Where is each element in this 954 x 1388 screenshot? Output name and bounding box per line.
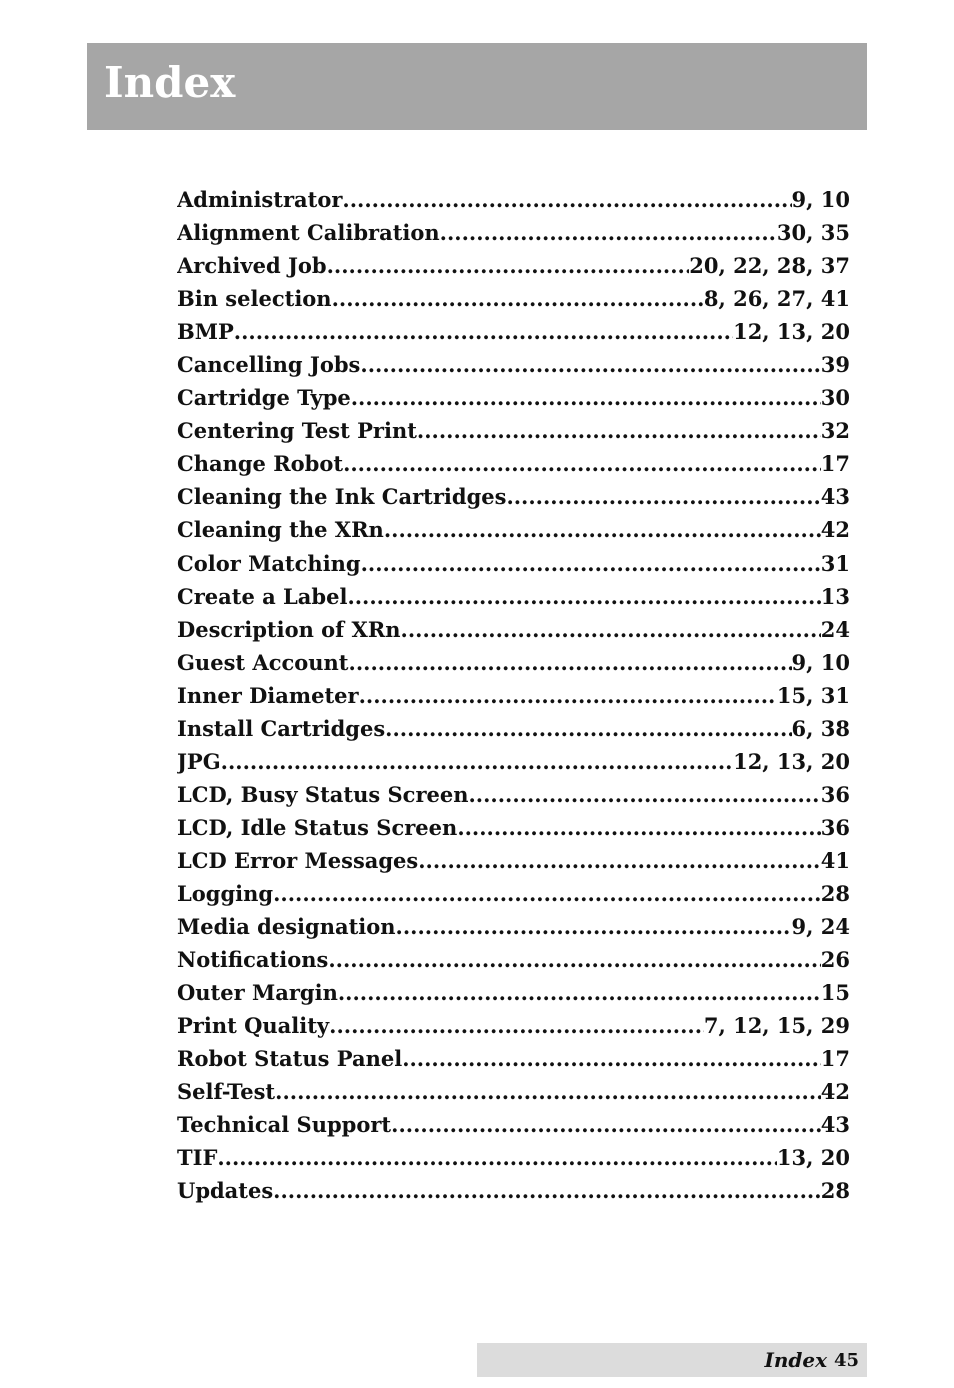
index-entry [177,679,850,712]
index-entry [177,315,850,348]
footer-page-number: 45 [833,1350,859,1371]
index-entry [177,646,850,679]
index-entry [177,381,850,414]
dot-leader [391,1108,821,1141]
index-term: Description of XRn [177,616,401,642]
index-entry [177,1108,850,1141]
index-pages: 13 [820,583,850,609]
dot-leader [417,414,821,447]
index-term: Create a Label [177,583,348,609]
dot-leader [351,381,821,414]
index-entry [177,976,850,1009]
index-entry [177,1075,850,1108]
dot-leader [221,745,733,778]
index-pages: 6, 38 [791,715,850,741]
dot-leader [384,513,821,546]
index-term: Inner Diameter [177,682,359,708]
index-pages: 9, 10 [791,187,850,212]
dot-leader [338,976,821,1009]
dot-leader [342,183,791,216]
index-term: TIF [177,1145,218,1171]
index-entry [177,1042,850,1075]
dot-leader [327,249,690,282]
index-term: Cleaning the Ink Cartridges [177,484,507,510]
index-term: Archived Job [177,253,327,279]
index-pages: 12, 13, 20 [733,748,850,774]
index-pages: 13, 20 [776,1145,850,1171]
index-term: Print Quality [177,1013,330,1039]
index-pages: 8, 26, 27, 41 [703,286,850,312]
index-entry [177,943,850,976]
dot-leader [275,1075,821,1108]
index-pages: 31 [820,550,850,576]
dot-leader [401,613,821,646]
dot-leader [329,1009,704,1042]
index-pages: 17 [820,1046,850,1072]
index-term: Cancelling Jobs [177,352,361,378]
index-entry [177,216,850,249]
dot-leader [273,1174,821,1207]
dot-leader [418,844,821,877]
dot-leader [343,447,821,480]
dot-leader [396,910,792,943]
dot-leader [359,679,777,712]
dot-leader [349,646,792,679]
index-entry [177,1009,850,1042]
index-pages: 24 [820,616,850,642]
dot-leader [402,1042,821,1075]
index-entry [177,778,850,811]
index-term: Robot Status Panel [177,1046,403,1072]
index-entry [177,613,850,646]
index-term: Outer Margin [177,980,338,1006]
index-entry [177,745,850,778]
index-entry [177,414,850,447]
dot-leader [217,1141,777,1174]
index-entry [177,282,850,315]
dot-leader [469,778,821,811]
index-entry [177,1174,850,1207]
index-entry [177,348,850,381]
index-term: Cartridge Type [177,385,351,411]
index-term: LCD Error Messages [177,847,419,873]
index-term: Centering Test Print [177,418,417,444]
dot-leader [332,282,704,315]
index-term: Guest Account [177,649,349,675]
footer-bar [477,1343,867,1377]
index-pages: 42 [820,1079,850,1105]
index-list [177,183,850,1207]
dot-leader [385,712,791,745]
index-entry [177,249,850,282]
dot-leader [457,811,820,844]
dot-leader [347,580,820,613]
index-pages: 28 [820,880,850,906]
index-term: Color Matching [177,550,361,576]
index-term: Cleaning the XRn [177,517,384,543]
index-pages: 15 [820,980,850,1006]
index-pages: 28 [820,1178,850,1204]
index-pages: 9, 10 [791,649,850,675]
index-term: Logging [177,880,274,906]
index-term: JPG [177,748,221,774]
index-term: Alignment Calibration [177,220,440,246]
index-term: LCD, Idle Status Screen [177,814,458,840]
index-pages: 20, 22, 28, 37 [689,253,850,279]
dot-leader [234,315,733,348]
index-pages: 43 [820,484,850,510]
dot-leader [440,216,777,249]
dot-leader [328,943,820,976]
index-entry [177,480,850,513]
index-pages: 42 [820,517,850,543]
index-term: Administrator [177,187,343,212]
index-pages: 36 [820,781,850,807]
index-pages: 17 [820,451,850,477]
title-bar [87,43,867,130]
index-entry [177,513,850,546]
index-pages: 26 [820,947,850,973]
index-term: Change Robot [177,451,344,477]
index-term: Technical Support [177,1112,392,1138]
index-entry [177,183,850,216]
index-pages: 7, 12, 15, 29 [703,1013,850,1039]
index-pages: 12, 13, 20 [733,319,850,345]
index-term: BMP [177,319,234,345]
index-entry [177,547,850,580]
index-pages: 15, 31 [776,682,850,708]
index-entry [177,712,850,745]
dot-leader [360,348,820,381]
index-entry [177,447,850,480]
index-pages: 32 [820,418,850,444]
index-term: Updates [177,1178,274,1204]
index-term: Self-Test [177,1079,276,1105]
index-term: Media designation [177,914,396,940]
index-entry [177,877,850,910]
index-entry [177,844,850,877]
dot-leader [506,480,820,513]
index-entry [177,910,850,943]
index-term: LCD, Busy Status Screen [177,781,469,807]
index-entry [177,1141,850,1174]
index-entry [177,811,850,844]
dot-leader [273,877,821,910]
index-pages: 41 [820,847,850,873]
index-pages: 30, 35 [776,220,850,246]
index-pages: 36 [820,814,850,840]
page-title: Index [104,58,236,107]
index-entry [177,580,850,613]
index-pages: 30 [820,385,850,411]
index-term: Install Cartridges [177,715,386,741]
index-pages: 9, 24 [791,914,850,940]
index-pages: 43 [820,1112,850,1138]
dot-leader [361,547,821,580]
index-pages: 39 [820,352,850,378]
index-term: Bin selection [177,286,332,312]
footer-section-label: Index [764,1348,827,1372]
index-term: Notifications [177,947,329,973]
